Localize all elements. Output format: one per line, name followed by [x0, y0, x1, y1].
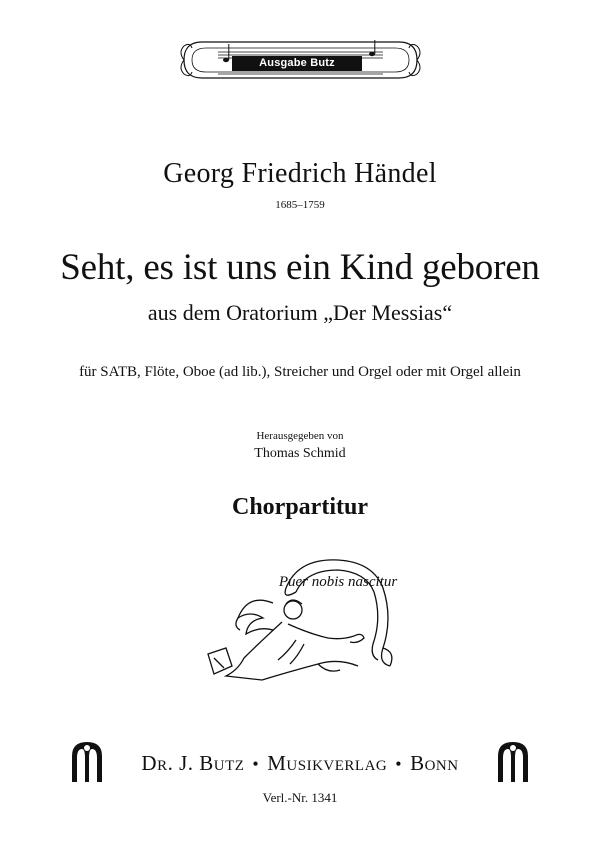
composer-name: Georg Friedrich Händel: [163, 158, 437, 189]
publisher-part-3: Bonn: [410, 751, 459, 775]
separator-bullet: •: [252, 754, 260, 774]
church-window-icon: [70, 740, 104, 782]
logo-label: Ausgabe Butz: [232, 56, 362, 71]
banner-text: Puer nobis nascitur: [278, 574, 398, 590]
composer-dates: 1685–1759: [275, 199, 325, 211]
publisher-name: [110, 751, 490, 776]
editor-name: Thomas Schmid: [254, 446, 346, 461]
edition-type: Chorpartitur: [232, 494, 368, 520]
angel-woodcut-illustration: [178, 548, 423, 698]
work-title: Seht, es ist uns ein Kind geboren: [60, 247, 540, 288]
church-window-icon: [496, 740, 530, 782]
publisher-row: [70, 740, 530, 784]
catalog-number: Verl.-Nr. 1341: [262, 790, 338, 805]
editor-label: Herausgegeben von: [256, 430, 344, 442]
scoring-line: für SATB, Flöte, Oboe (ad lib.), Streicher und Orgel oder mit Orgel allein: [79, 364, 521, 380]
publisher-part-1: Dr. J. Butz: [141, 751, 245, 775]
publisher-part-2: Musikverlag: [267, 751, 388, 775]
work-subtitle: aus dem Oratorium „Der Messias“: [147, 300, 453, 325]
separator-bullet: •: [395, 754, 403, 774]
